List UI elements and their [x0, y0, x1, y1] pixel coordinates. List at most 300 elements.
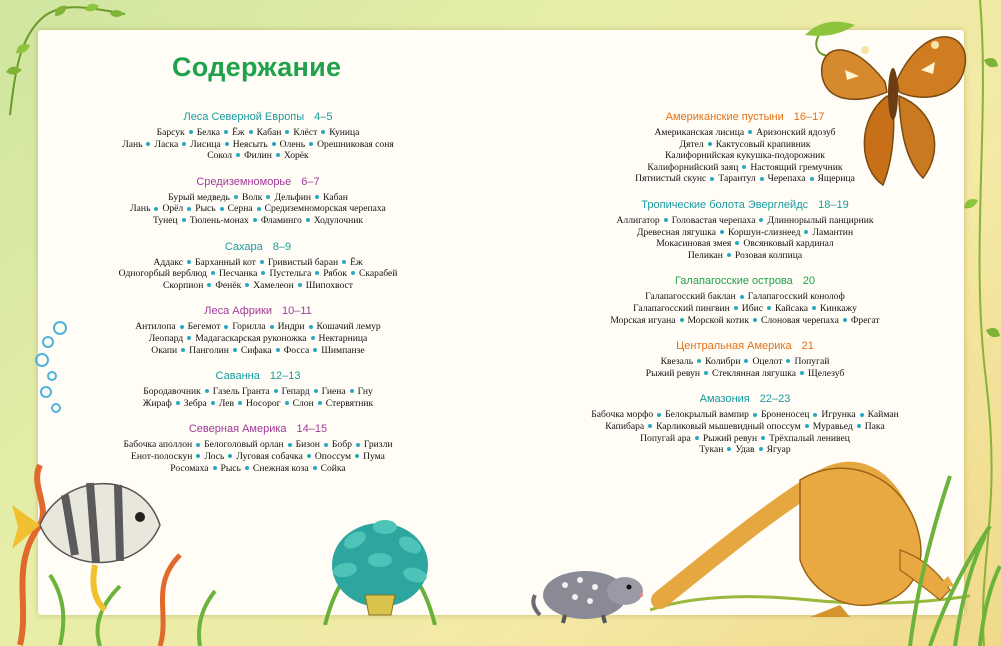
bullet-dot-icon: [288, 443, 292, 447]
animal-name: Бородавочник: [143, 386, 201, 398]
animal-name: Антилопа: [135, 321, 176, 333]
bullet-dot-icon: [233, 348, 237, 352]
section-pages: 18–19: [818, 198, 849, 211]
animal-name: Панголин: [189, 344, 229, 356]
bullet-dot-icon: [189, 130, 193, 134]
animal-name: Лань: [122, 138, 143, 150]
animal-name: Гну: [357, 386, 373, 398]
animal-name: Рыжий ревун: [645, 367, 700, 379]
bullet-dot-icon: [664, 218, 668, 222]
animal-name: Пума: [363, 450, 385, 462]
bullet-dot-icon: [315, 271, 319, 275]
section-heading[interactable]: [578, 198, 912, 212]
animal-list-line: [108, 333, 408, 345]
section-pages: 22–23: [759, 393, 791, 406]
animal-name: Рябок: [323, 268, 347, 280]
animal-name: Филин: [244, 150, 272, 162]
bullet-dot-icon: [813, 413, 817, 417]
animal-name: Пятнистый скунс: [635, 173, 707, 185]
animal-name: Галапагосский конолоф: [747, 291, 845, 303]
animal-name: Пустельга: [269, 268, 312, 280]
bullet-dot-icon: [810, 177, 814, 181]
bullet-dot-icon: [704, 371, 708, 375]
animal-name: Белка: [196, 127, 221, 138]
bullet-dot-icon: [657, 413, 661, 417]
animal-list-line: [578, 215, 912, 227]
bullet-dot-icon: [285, 401, 289, 405]
animal-list-line: [108, 463, 408, 475]
animal-list-line: [108, 192, 408, 204]
bullet-dot-icon: [727, 447, 731, 451]
contents-section: [578, 392, 912, 455]
section-title: Амазония: [699, 393, 750, 406]
bullet-dot-icon: [257, 207, 261, 211]
bullet-dot-icon: [220, 207, 224, 211]
animal-name: Розовая колпица: [734, 249, 803, 261]
animal-name: Ласка: [154, 138, 179, 150]
contents-section: [578, 274, 912, 326]
section-heading[interactable]: [578, 110, 912, 124]
bullet-dot-icon: [260, 260, 264, 264]
contents-section: [108, 369, 408, 409]
animal-name: Мадагаскарская руконожка: [195, 332, 307, 344]
bullet-dot-icon: [843, 318, 847, 322]
animal-name: Тарантул: [718, 173, 756, 185]
animal-name: Фенёк: [215, 279, 242, 291]
animal-name: Гризли: [363, 439, 393, 451]
bullet-dot-icon: [318, 401, 322, 405]
animal-list-line: [108, 127, 408, 139]
bullet-dot-icon: [245, 466, 249, 470]
animal-list-line: [578, 238, 912, 250]
animal-name: Кабан: [323, 191, 348, 203]
animal-name: Сокол: [207, 150, 233, 162]
section-heading[interactable]: [108, 175, 408, 189]
bullet-dot-icon: [234, 195, 238, 199]
animal-name: Барсук: [156, 127, 185, 138]
bullet-dot-icon: [276, 348, 280, 352]
animal-name: Кинкажу: [820, 302, 857, 314]
animal-name: Лось: [204, 450, 225, 462]
animal-list-line: [578, 433, 912, 445]
section-heading[interactable]: [578, 392, 912, 406]
animal-name: Калифорнийский заяц: [647, 161, 739, 173]
section-pages: 4–5: [314, 111, 333, 123]
section-title: Леса Африки: [204, 305, 272, 318]
animal-list-line: [108, 439, 408, 451]
animal-name: Овсянковый кардинал: [743, 238, 834, 250]
animal-name: Шипохвост: [305, 279, 354, 291]
anemone-illustration: [305, 505, 455, 625]
section-pages: 8–9: [272, 240, 292, 253]
bullet-dot-icon: [274, 389, 278, 393]
animal-name: Сифака: [240, 344, 272, 356]
animal-name: Удав: [735, 444, 755, 456]
animal-name: Олень: [279, 138, 306, 150]
bullet-dot-icon: [648, 424, 652, 428]
animal-list-line: [108, 280, 408, 292]
bullet-dot-icon: [710, 177, 714, 181]
animal-name: Лань: [130, 203, 151, 215]
bullet-dot-icon: [800, 371, 804, 375]
animal-name: Индри: [277, 321, 305, 333]
bullet-dot-icon: [182, 218, 186, 222]
section-heading[interactable]: [578, 339, 912, 353]
bullet-dot-icon: [860, 413, 864, 417]
contents-left-column: [108, 110, 408, 487]
bullet-dot-icon: [857, 424, 861, 428]
bullet-dot-icon: [154, 207, 158, 211]
bullet-dot-icon: [176, 401, 180, 405]
contents-section: [108, 175, 408, 227]
bullet-dot-icon: [812, 306, 816, 310]
animal-name: Аллигатор: [616, 214, 660, 226]
animal-name: Газель Гранта: [212, 386, 270, 398]
animal-list-line: [108, 321, 408, 333]
bullet-dot-icon: [321, 130, 325, 134]
animal-name: Калифорнийская кукушка-подорожник: [665, 150, 825, 162]
animal-name: Сойка: [320, 462, 346, 474]
animal-name: Щелезуб: [808, 367, 845, 379]
animal-name: Бегемот: [187, 321, 221, 333]
animal-name: Бабочка морфо: [591, 409, 654, 421]
animal-name: Окапи: [151, 344, 178, 356]
bullet-dot-icon: [744, 359, 748, 363]
animal-name: Луговая собачка: [236, 450, 303, 462]
bullet-dot-icon: [753, 318, 757, 322]
animal-name: Лисица: [190, 138, 221, 150]
bullet-dot-icon: [708, 142, 712, 146]
animal-name: Трёхпалый ленивец: [769, 432, 850, 444]
animal-name: Зебра: [183, 397, 207, 409]
bullet-dot-icon: [270, 325, 274, 329]
section-heading[interactable]: [108, 110, 408, 124]
section-title: Галапагосские острова: [674, 275, 793, 288]
animal-name: Серна: [227, 203, 253, 215]
bullet-dot-icon: [180, 325, 184, 329]
contents-right-column: [578, 110, 912, 469]
animal-name: Пака: [864, 420, 885, 432]
animal-name: Кошачий лемур: [316, 321, 381, 333]
bullet-dot-icon: [285, 130, 289, 134]
animal-list-line: [578, 291, 912, 303]
animal-list-line: [578, 127, 912, 139]
bullet-dot-icon: [205, 389, 209, 393]
bullet-dot-icon: [760, 177, 764, 181]
animal-name: Дельфин: [274, 191, 312, 203]
section-title: Северная Америка: [188, 423, 287, 436]
animal-name: Енот-полоскун: [131, 450, 193, 462]
bullet-dot-icon: [311, 336, 315, 340]
animal-list-line: [108, 203, 408, 215]
bullet-dot-icon: [272, 142, 276, 146]
bullet-dot-icon: [786, 359, 790, 363]
animal-name: Длиннорылый панцирник: [767, 214, 874, 226]
animal-name: Ёж: [232, 127, 245, 138]
section-title: Сахара: [224, 240, 263, 253]
animal-name: Капибара: [605, 420, 645, 432]
animal-name: Рысь: [220, 462, 241, 474]
bullet-dot-icon: [720, 230, 724, 234]
animal-list-line: [578, 227, 912, 239]
bullet-dot-icon: [759, 447, 763, 451]
animal-name: Одногорбый верблюд: [118, 268, 207, 280]
bullet-dot-icon: [697, 359, 701, 363]
page-title: Содержание: [172, 52, 342, 82]
bullet-dot-icon: [742, 165, 746, 169]
animal-name: Мокасиновая змея: [656, 238, 732, 250]
animal-list-line: [578, 139, 912, 151]
animal-name: Галапагосский баклан: [645, 291, 736, 303]
animal-name: Черепаха: [767, 173, 806, 185]
section-title: Средиземноморье: [196, 175, 292, 188]
animal-name: Кайсака: [774, 302, 809, 314]
animal-name: Пеликан: [687, 249, 723, 261]
animal-name: Барханный кот: [195, 256, 256, 268]
animal-name: Куница: [329, 127, 360, 138]
bullet-dot-icon: [146, 142, 150, 146]
animal-name: Леопард: [148, 332, 184, 344]
bullet-dot-icon: [740, 295, 744, 299]
bullet-dot-icon: [315, 195, 319, 199]
animal-name: Орешниковая соня: [317, 138, 394, 150]
animal-name: Орёл: [162, 203, 184, 215]
animal-name: Головастая черепаха: [671, 214, 756, 226]
animal-list-line: [578, 421, 912, 433]
bullet-dot-icon: [753, 413, 757, 417]
section-title: Тропические болота Эверглейдс: [641, 198, 809, 211]
contents-section: [108, 240, 408, 292]
animal-name: Гиена: [321, 386, 346, 398]
bullet-dot-icon: [804, 230, 808, 234]
animal-list-line: [578, 150, 912, 162]
animal-name: Морской котик: [687, 314, 749, 326]
bullet-dot-icon: [245, 283, 249, 287]
bullet-dot-icon: [236, 153, 240, 157]
bullet-dot-icon: [187, 207, 191, 211]
animal-name: Бурый медведь: [168, 191, 230, 203]
animal-name: Шимпанзе: [321, 344, 365, 356]
animal-name: Игрунка: [821, 409, 856, 421]
bullet-dot-icon: [213, 466, 217, 470]
animal-name: Фламинго: [260, 214, 302, 226]
animal-name: Росомаха: [170, 462, 209, 474]
animal-list-line: [578, 162, 912, 174]
section-title: Центральная Америка: [676, 340, 792, 353]
animal-name: Песчанка: [218, 268, 258, 280]
section-pages: 21: [801, 340, 814, 353]
bullet-dot-icon: [342, 260, 346, 264]
bubbles-illustration: [34, 318, 84, 418]
animal-name: Неясыть: [232, 138, 268, 150]
bullet-dot-icon: [266, 195, 270, 199]
animal-name: Кайман: [867, 409, 899, 421]
animal-name: Белокрылый вампир: [665, 409, 749, 421]
section-heading[interactable]: [108, 240, 408, 254]
animal-name: Белоголовый орлан: [204, 439, 284, 451]
animal-name: Американская лисица: [654, 127, 745, 138]
rodent-illustration: [525, 555, 650, 625]
bullet-dot-icon: [207, 283, 211, 287]
animal-name: Ходулочник: [313, 214, 364, 226]
animal-name: Нектарница: [318, 332, 368, 344]
animal-list-line: [578, 409, 912, 421]
bullet-dot-icon: [761, 436, 765, 440]
animal-name: Стервятник: [325, 397, 374, 409]
contents-section: [578, 110, 912, 185]
animal-name: Снежная коза: [252, 462, 309, 474]
bullet-dot-icon: [182, 142, 186, 146]
animal-name: Слон: [292, 397, 314, 409]
animal-name: Ламантин: [812, 226, 854, 238]
animal-name: Гривистый баран: [267, 256, 339, 268]
animal-list-line: [108, 150, 408, 162]
animal-list-line: [108, 268, 408, 280]
bullet-dot-icon: [228, 454, 232, 458]
animal-name: Попугай: [794, 356, 830, 368]
animal-list-line: [108, 386, 408, 398]
section-title: Американские пустыни: [665, 111, 784, 123]
bullet-dot-icon: [224, 325, 228, 329]
animal-list-line: [578, 315, 912, 327]
animal-list-line: [578, 303, 912, 315]
bullet-dot-icon: [313, 348, 317, 352]
bullet-dot-icon: [356, 443, 360, 447]
animal-list-line: [108, 345, 408, 357]
bullet-dot-icon: [187, 336, 191, 340]
animal-name: Карликовый мышевидный опоссум: [656, 420, 801, 432]
bullet-dot-icon: [351, 271, 355, 275]
animal-list-line: [578, 368, 912, 380]
animal-name: Лев: [218, 397, 235, 409]
bullet-dot-icon: [211, 401, 215, 405]
animal-list-line: [108, 398, 408, 410]
animal-name: Бизон: [295, 439, 320, 451]
bullet-dot-icon: [196, 454, 200, 458]
animal-name: Ящерица: [817, 173, 855, 185]
animal-name: Дятел: [679, 138, 704, 150]
animal-name: Хамелеон: [253, 279, 294, 291]
bullet-dot-icon: [748, 130, 752, 134]
animal-name: Бобр: [331, 439, 352, 451]
animal-name: Фрегат: [850, 314, 880, 326]
animal-name: Волк: [241, 191, 263, 203]
bullet-dot-icon: [735, 241, 739, 245]
contents-section: [108, 304, 408, 356]
animal-name: Броненосец: [760, 409, 810, 421]
section-pages: 12–13: [269, 370, 301, 383]
bullet-dot-icon: [727, 253, 731, 257]
animal-name: Древесная лягушка: [636, 226, 717, 238]
animal-name: Горилла: [232, 321, 266, 333]
animal-name: Жираф: [142, 397, 172, 409]
bullet-dot-icon: [238, 401, 242, 405]
animal-name: Тукан: [699, 444, 724, 456]
animal-list-line: [578, 250, 912, 262]
animal-name: Муравьед: [812, 420, 853, 432]
animal-name: Настоящий гремучник: [750, 161, 843, 173]
section-heading[interactable]: [578, 274, 912, 288]
bullet-dot-icon: [261, 271, 265, 275]
bullet-dot-icon: [759, 218, 763, 222]
animal-list-line: [578, 356, 912, 368]
animal-list-line: [108, 215, 408, 227]
animal-name: Рысь: [195, 203, 216, 215]
animal-name: Коршун-слизнеед: [728, 226, 801, 238]
animal-name: Хорёк: [283, 150, 309, 162]
section-pages: 10–11: [281, 305, 312, 318]
animal-list-line: [108, 257, 408, 269]
bullet-dot-icon: [734, 306, 738, 310]
bullet-dot-icon: [276, 153, 280, 157]
bullet-dot-icon: [298, 283, 302, 287]
bullet-dot-icon: [309, 325, 313, 329]
section-title: Саванна: [215, 370, 260, 383]
bullet-dot-icon: [695, 436, 699, 440]
animal-name: Галапагосский пингвин: [633, 302, 730, 314]
animal-list-line: [578, 173, 912, 185]
section-title: Леса Северной Европы: [183, 111, 305, 123]
animal-name: Кактусовый крапивник: [715, 138, 811, 150]
bullet-dot-icon: [350, 389, 354, 393]
bullet-dot-icon: [196, 443, 200, 447]
animal-name: Стеклянная лягушка: [712, 367, 797, 379]
grass-illustration: [900, 470, 1001, 646]
animal-name: Ибис: [741, 302, 763, 314]
animal-name: Бабочка аполлон: [123, 439, 193, 451]
animal-name: Носорог: [246, 397, 281, 409]
animal-name: Колибри: [705, 356, 741, 368]
bullet-dot-icon: [767, 306, 771, 310]
section-pages: 6–7: [301, 175, 320, 188]
animal-name: Оцелот: [752, 356, 783, 368]
animal-name: Фосса: [283, 344, 310, 356]
bullet-dot-icon: [181, 348, 185, 352]
animal-name: Аризонский ядозуб: [756, 127, 836, 138]
animal-name: Гепард: [281, 386, 310, 398]
section-pages: 14–15: [296, 423, 328, 436]
animal-name: Кабан: [256, 127, 282, 138]
animal-name: Аддакс: [153, 256, 184, 268]
animal-name: Ёж: [350, 256, 363, 268]
animal-list-line: [108, 451, 408, 463]
bullet-dot-icon: [211, 271, 215, 275]
section-heading[interactable]: [108, 369, 408, 383]
bullet-dot-icon: [253, 218, 257, 222]
animal-name: Квезаль: [660, 356, 694, 368]
section-heading[interactable]: [108, 304, 408, 318]
bullet-dot-icon: [249, 130, 253, 134]
animal-name: Ягуар: [766, 444, 791, 456]
animal-name: Скарабей: [358, 268, 398, 280]
animal-name: Скорпион: [162, 279, 204, 291]
contents-section: [108, 422, 408, 474]
section-heading[interactable]: [108, 422, 408, 436]
animal-name: Средиземноморская черепаха: [264, 203, 386, 215]
animal-name: Слоновая черепаха: [760, 314, 839, 326]
animal-name: Тунец: [152, 214, 178, 226]
bullet-dot-icon: [187, 260, 191, 264]
bullet-dot-icon: [313, 466, 317, 470]
animal-name: Попугай ара: [640, 432, 691, 444]
contents-section: [578, 339, 912, 379]
contents-section: [578, 198, 912, 261]
bullet-dot-icon: [355, 454, 359, 458]
section-pages: 20: [802, 275, 816, 288]
bullet-dot-icon: [680, 318, 684, 322]
bullet-dot-icon: [225, 142, 229, 146]
animal-name: Клёст: [293, 127, 318, 138]
